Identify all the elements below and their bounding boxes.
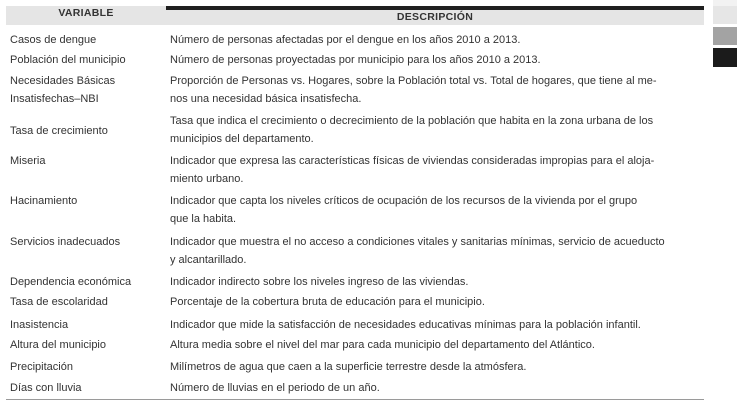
variable-cell [10,72,160,108]
variable-cell [10,316,160,334]
variable-cell [10,233,160,251]
description-line: municipios del departamento. [170,133,314,145]
variable-line: Precipitación [10,361,73,373]
description-cell [170,316,698,334]
variable-line: Tasa de crecimiento [10,125,108,137]
description-line: Proporción de Personas vs. Hogares, sobre la Población total vs. Total de hogares, que tiene al me- [170,75,657,87]
variable-line: Insatisfechas–NBI [10,93,99,105]
description-cell [170,336,698,354]
description-line: y alcantarillado. [170,254,247,266]
table-bottom-rule [6,399,704,400]
description-line: Indicador que mide la satisfacción de necesidades educativas mínimas para la población infantil. [170,319,641,331]
edge-tab-dark [713,48,737,67]
description-line: Indicador que capta los niveles críticos de ocupación de los recursos de la vivienda por el grupo [170,195,638,207]
description-line: Indicador que muestra el no acceso a condiciones vitales y sanitarias mínimas, servicio de acueducto [170,236,665,248]
variable-line: Días con lluvia [10,382,82,394]
description-line: Indicador indirecto sobre los niveles ingreso de las viviendas. [170,276,469,288]
description-cell [170,112,698,148]
description-line: Número de personas afectadas por el dengue en los años 2010 a 2013. [170,34,521,46]
variable-cell [10,51,160,69]
variable-cell [10,358,160,376]
variable-line: Necesidades Básicas [10,75,116,87]
variables-table [6,0,704,394]
variable-line: Población del municipio [10,54,126,66]
variable-cell [10,273,160,291]
description-line: nos una necesidad básica insatisfecha. [170,93,362,105]
table-header [6,0,704,25]
variable-cell [10,336,160,354]
variable-cell [10,379,160,397]
edge-tab-lighter [713,6,737,24]
description-cell [170,358,698,376]
description-cell [170,51,698,69]
description-cell [170,233,698,269]
description-line: miento urbano. [170,173,244,185]
variable-line: Miseria [10,155,46,167]
variable-cell [10,192,160,210]
description-line: Número de lluvias en el periodo de un año. [170,382,380,394]
description-line: Altura media sobre el nivel del mar para cada municipio del departamento del Atlántico. [170,339,595,351]
description-line: Tasa que indica el crecimiento o decrecimiento de la población que habita en la zona urbana de los [170,115,654,127]
variable-line: Casos de dengue [10,34,97,46]
variable-line: Servicios inadecuados [10,236,121,248]
edge-tab-gray [713,27,737,45]
variable-cell [10,122,160,140]
variable-cell [10,293,160,311]
description-line: que la habita. [170,213,237,225]
description-cell [170,152,698,188]
description-cell [170,293,698,311]
variable-line: Tasa de escolaridad [10,296,108,308]
description-cell [170,72,698,108]
description-line: Indicador que expresa las características físicas de viviendas consideradas impropias para el aloja- [170,155,655,167]
header-variable: VARIABLE [6,6,166,25]
description-line: Milímetros de agua que caen a la superficie terrestre desde la atmósfera. [170,361,527,373]
variable-line: Hacinamiento [10,195,78,207]
variable-line: Dependencia económica [10,276,132,288]
description-cell [170,192,698,228]
description-cell [170,379,698,397]
description-cell [170,31,698,49]
variable-cell [10,152,160,170]
variable-cell [10,31,160,49]
description-line: Número de personas proyectadas por municipio para los años 2010 a 2013. [170,54,541,66]
variable-line: Inasistencia [10,319,69,331]
description-line: Porcentaje de la cobertura bruta de educación para el municipio. [170,296,485,308]
header-description: DESCRIPCIÓN [166,10,704,25]
variable-line: Altura del municipio [10,339,106,351]
description-cell [170,273,698,291]
